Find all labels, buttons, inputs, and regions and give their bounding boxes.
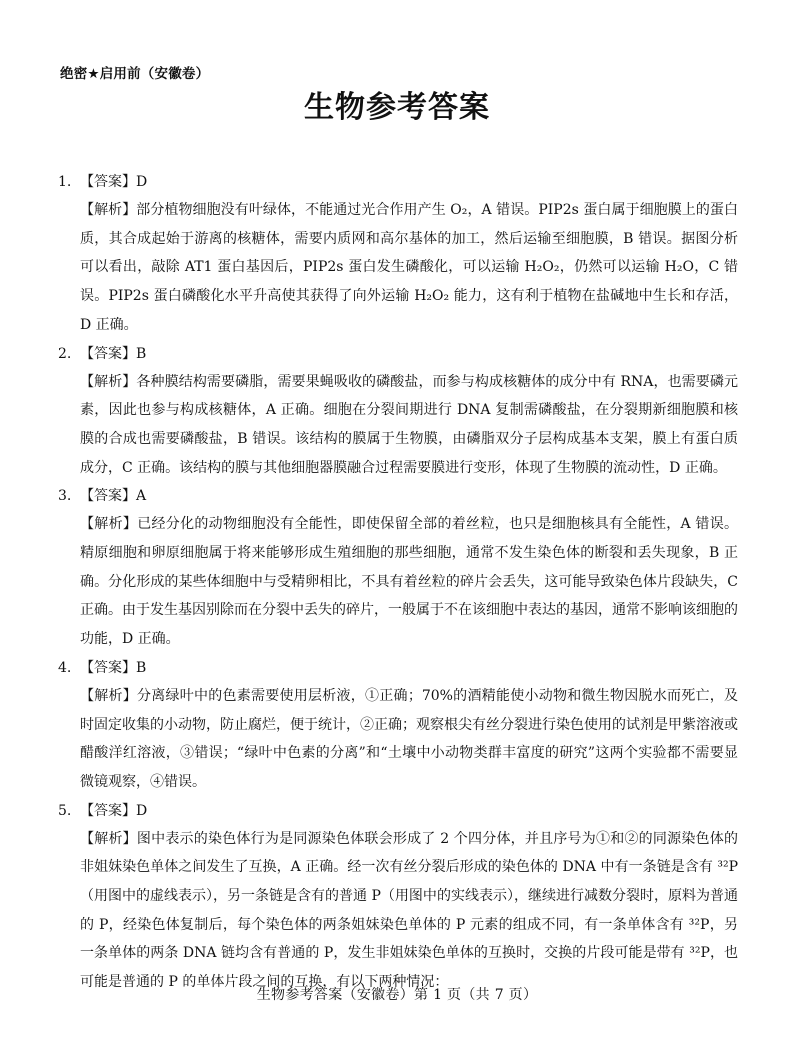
answer-list bbox=[58, 168, 738, 997]
question-number: 4. bbox=[58, 659, 72, 676]
question-analysis: 【解析】图中表示的染色体行为是同源染色体联会形成了 2 个四分体，并且序号为①和②的同源染色体的非姐妹染色单体之间发生了互换，A 正确。经一次有丝分裂后形成的染色体的 DNA 中有一条链是含有 ³²P（用图中的虚线表示），另一条链是含有的普通 P（用图中的实线表示），继续进行减数分裂时，原料为普通的 P，经染色体复制后，每个染色体的两条姐妹染色单体的 P 元素的组成不同，有一条单体含有 ³²P，另一条单体的两条 DNA 链均含有普通的 P，发生非姐妹染色单体的互换时，交换的片段可能是带有 ³²P，也可能是普通的 P 的单体片段之间的互换，有以下两种情况： bbox=[80, 830, 738, 991]
question-answer: 【答案】D bbox=[80, 174, 148, 190]
question-number: 1. bbox=[58, 174, 72, 190]
question-answer: 【答案】D bbox=[80, 802, 148, 819]
question-3-header bbox=[58, 482, 738, 510]
question-1-header bbox=[58, 168, 738, 196]
question-answer: 【答案】B bbox=[80, 659, 147, 676]
question-4-header bbox=[58, 654, 738, 682]
question-4 bbox=[58, 654, 738, 797]
question-number: 3. bbox=[58, 488, 72, 505]
question-2 bbox=[58, 340, 738, 483]
question-1 bbox=[58, 168, 738, 340]
question-5 bbox=[58, 797, 738, 997]
question-analysis: 【解析】各种膜结构需要磷脂，需要果蝇吸收的磷酸盐，而参与构成核糖体的成分中有 RNA，也需要磷元素，因此也参与构成核糖体，A 正确。细胞在分裂间期进行 DNA 复制需磷酸盐，在分裂期新细胞膜和核膜的合成也需要磷酸盐，B 错误。该结构的膜属于生物膜，由磷脂双分子层构成基本支架，膜上有蛋白质成分，C 正确。该结构的膜与其他细胞器膜融合过程需要膜进行变形，体现了生物膜的流动性，D 正确。 bbox=[80, 373, 738, 476]
question-analysis: 【解析】部分植物细胞没有叶绿体，不能通过光合作用产生 O₂，A 错误。PIP2s 蛋白属于细胞膜上的蛋白质，其合成起始于游离的核糖体，需要内质网和高尔基体的加工，然后运输至细胞膜，B 错误。据图分析可以看出，敲除 AT1 蛋白基因后，PIP2s 蛋白发生磷酸化，可以运输 H₂O₂，仍然可以运输 H₂O，C 错误。PIP2s 蛋白磷酸化水平升高使其获得了向外运输 H₂O₂ 能力，这有利于植物在盐碱地中生长和存活，D 正确。 bbox=[80, 202, 738, 333]
question-2-header bbox=[58, 340, 738, 368]
question-answer: 【答案】B bbox=[80, 345, 147, 362]
question-number: 2. bbox=[58, 345, 72, 362]
question-number: 5. bbox=[58, 802, 72, 819]
question-answer: 【答案】A bbox=[80, 488, 147, 505]
secret-label: 绝密★启用前（安徽卷） bbox=[60, 66, 210, 82]
page-footer: 生物参考答案（安徽卷）第 1 页（共 7 页） bbox=[256, 987, 538, 1003]
question-analysis: 【解析】分离绿叶中的色素需要使用层析液，①正确；70%的酒精能使小动物和微生物因脱水而死亡，及时固定收集的小动物，防止腐烂，便于统计，②正确；观察根尖有丝分裂进行染色使用的试剂是甲紫溶液或醋酸洋红溶液，③错误；“绿叶中色素的分离”和“土壤中小动物类群丰富度的研究”这两个实验都不需要显微镜观察，④错误。 bbox=[80, 687, 738, 790]
question-analysis: 【解析】已经分化的动物细胞没有全能性，即使保留全部的着丝粒，也只是细胞核具有全能性，A 错误。精原细胞和卵原细胞属于将来能够形成生殖细胞的那些细胞，通常不发生染色体的断裂和丢失现象，B 正确。分化形成的某些体细胞中与受精卵相比，不具有着丝粒的碎片会丢失，这可能导致染色体片段缺失，C 正确。由于发生基因别除而在分裂中丢失的碎片，一般属于不在该细胞中表达的基因，通常不影响该细胞的功能，D 正确。 bbox=[80, 516, 738, 648]
question-5-header bbox=[58, 797, 738, 825]
question-3 bbox=[58, 482, 738, 654]
page-title: 生物参考答案 bbox=[304, 90, 490, 125]
